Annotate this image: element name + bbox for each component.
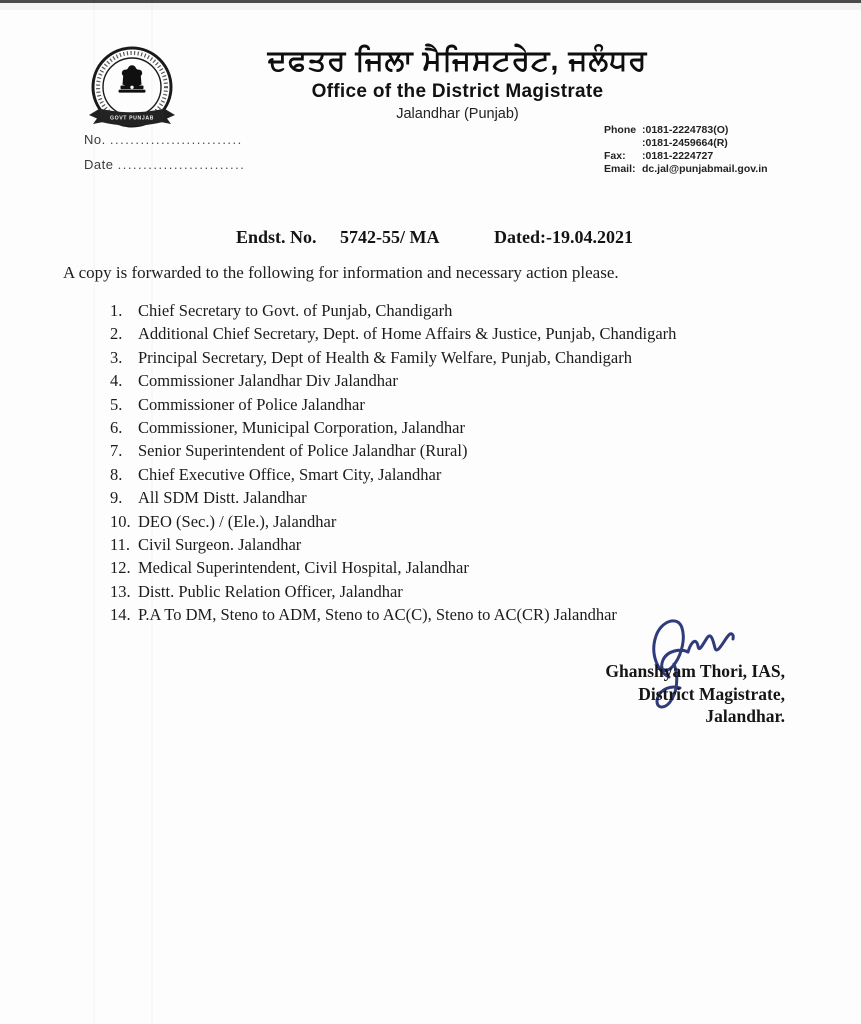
list-item [110, 558, 760, 581]
item-text: DEO (Sec.) / (Ele.), Jalandhar [138, 511, 337, 531]
list-item [110, 441, 760, 464]
office-location: Jalandhar (Punjab) [396, 106, 519, 122]
ref-no-row [84, 132, 245, 147]
phone-office-value: :0181-2224783(O) [642, 124, 729, 136]
endst-number: 5742-55/ MA [340, 227, 440, 247]
phone-residence-value: :0181-2459664(R) [642, 137, 728, 149]
item-number: 13. [110, 581, 131, 601]
office-title-english: Office of the District Magistrate [311, 81, 604, 102]
item-number: 9. [110, 488, 123, 508]
office-title-punjabi: ਦਫਤਰ ਜਿਲਾ ਮੈਜਿਸਟਰੇਟ, ਜਲੰਧਰ [267, 45, 648, 77]
scan-artifact-band [0, 3, 861, 10]
signatory-designation: District Magistrate, [638, 683, 785, 704]
ref-no-dotted-line: .......................... [109, 132, 243, 147]
item-number: 4. [110, 371, 123, 391]
item-number: 7. [110, 441, 123, 461]
list-item [110, 512, 760, 535]
list-item [110, 535, 760, 558]
item-text: Civil Surgeon. Jalandhar [138, 534, 302, 554]
signatory-name: Ghanshyam Thori, IAS, [605, 661, 785, 681]
ref-date-row [84, 157, 245, 172]
list-item [110, 582, 760, 605]
item-text: Chief Executive Office, Smart City, Jalandhar [138, 464, 442, 484]
national-emblem-seal-icon [82, 46, 182, 138]
email-label: Email: [604, 163, 636, 175]
list-item [110, 348, 760, 371]
endst-label: Endst. No. [236, 227, 317, 247]
list-item [110, 465, 760, 488]
item-text: All SDM Distt. Jalandhar [138, 488, 307, 508]
list-item [110, 324, 760, 347]
signature-block [540, 660, 785, 728]
ref-date-label: Date [84, 157, 114, 172]
phone-office-row [604, 124, 768, 137]
item-number: 10. [110, 511, 131, 531]
item-text: Medical Superintendent, Civil Hospital, Jalandhar [138, 558, 469, 578]
item-text: Senior Superintendent of Police Jalandhar (Rural) [138, 441, 468, 461]
email-row [604, 163, 768, 176]
recipient-list [110, 301, 760, 628]
item-text: Principal Secretary, Dept of Health & Family Welfare, Punjab, Chandigarh [138, 347, 632, 367]
contact-info [604, 124, 768, 176]
seal-ribbon-banner [89, 109, 175, 126]
fax-value: :0181-2224727 [642, 150, 714, 162]
list-item [110, 488, 760, 511]
item-number: 3. [110, 347, 123, 367]
item-text: Chief Secretary to Govt. of Punjab, Chandigarh [138, 301, 453, 320]
email-value: dc.jal@punjabmail.gov.in [642, 163, 768, 175]
ashoka-lion-capital-icon [119, 65, 146, 92]
item-number: 8. [110, 464, 123, 484]
item-text: P.A To DM, Steno to ADM, Steno to AC(C), Steno to AC(CR) Jalandhar [138, 605, 617, 625]
item-text: Commissioner of Police Jalandhar [138, 394, 365, 414]
list-item [110, 371, 760, 394]
item-text: Distt. Public Relation Officer, Jalandhar [138, 581, 403, 601]
endst-date: Dated:-19.04.2021 [494, 227, 633, 247]
list-item [110, 395, 760, 418]
item-number: 1. [110, 301, 123, 320]
forwarding-note: A copy is forwarded to the following for information and necessary action please. [63, 263, 619, 282]
phone-residence-row [604, 137, 768, 150]
item-number: 12. [110, 558, 131, 578]
phone-label: Phone [604, 124, 637, 136]
ref-date-dotted-line: ......................... [117, 157, 246, 172]
endorsement-line [0, 227, 861, 251]
item-number: 11. [110, 534, 131, 554]
list-item [110, 301, 760, 324]
item-text: Commissioner Jalandhar Div Jalandhar [138, 371, 398, 391]
item-number: 14. [110, 605, 131, 625]
fax-label: Fax: [604, 150, 626, 162]
signatory-place: Jalandhar. [705, 706, 785, 726]
item-text: Additional Chief Secretary, Dept. of Home Affairs & Justice, Punjab, Chandigarh [138, 324, 677, 344]
item-number: 5. [110, 394, 123, 414]
seal-banner-text: GOVT PUNJAB [109, 115, 155, 122]
list-item [110, 418, 760, 441]
item-text: Commissioner, Municipal Corporation, Jalandhar [138, 417, 465, 437]
item-number: 6. [110, 417, 123, 437]
reference-fields [84, 132, 245, 182]
fax-row [604, 150, 768, 163]
letterhead [185, 44, 730, 122]
item-number: 2. [110, 324, 123, 344]
ref-no-label: No. [84, 132, 106, 147]
